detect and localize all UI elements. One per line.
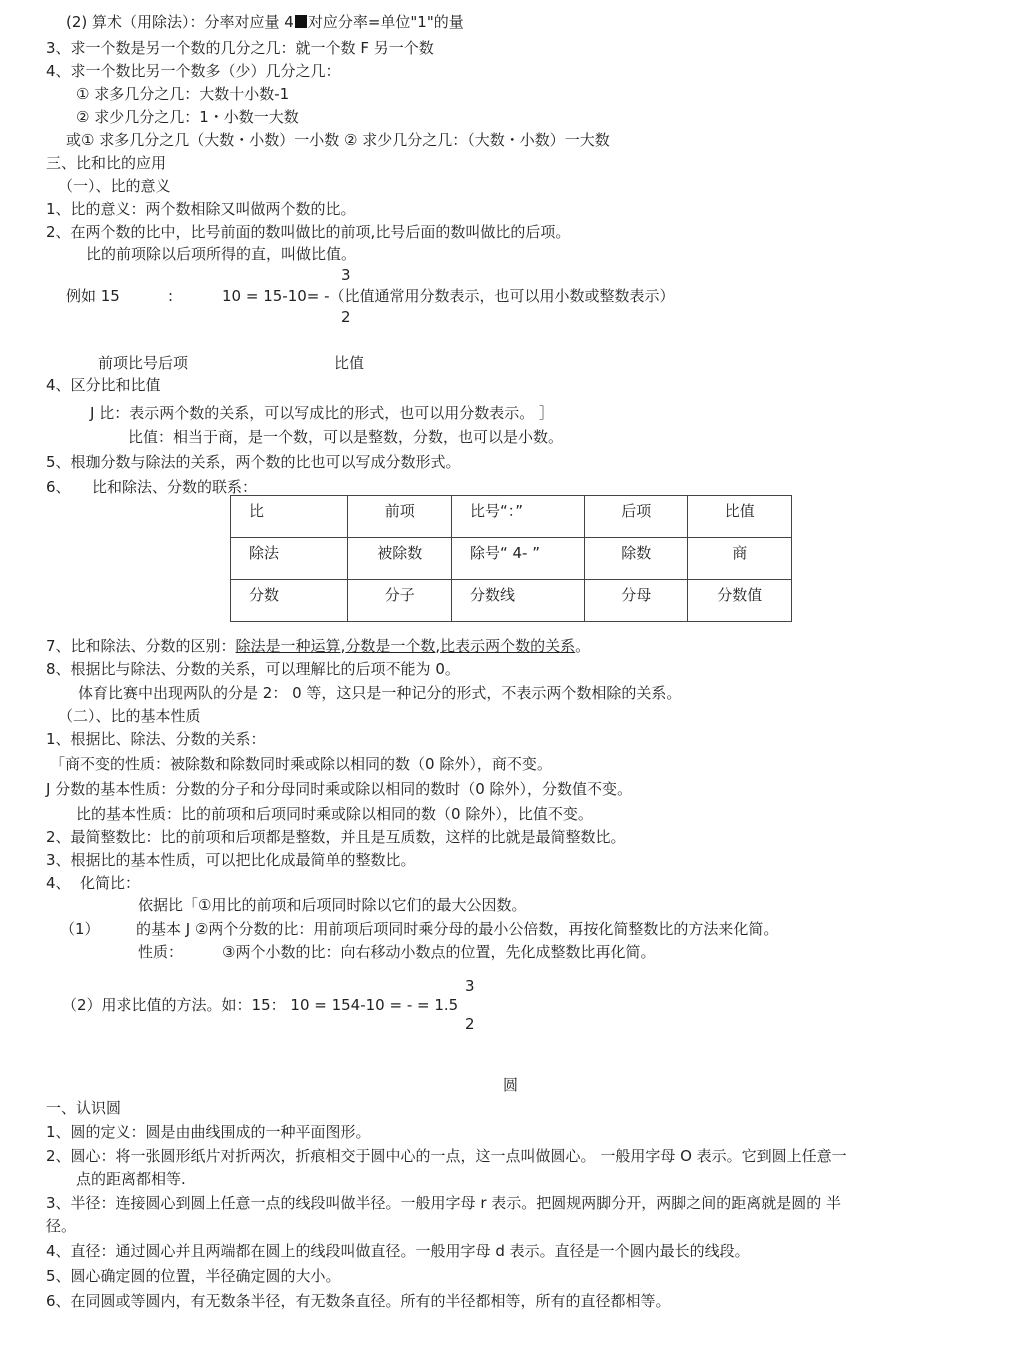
table-cell: 比号“：” (451, 496, 584, 538)
text: 7、比和除法、分数的区别： (46, 637, 236, 655)
section-heading-ratio: 三、比和比的应用 (46, 154, 167, 172)
table-cell: 被除数 (348, 538, 451, 580)
line-distinguish: 4、区分比和比值 (46, 376, 161, 394)
text: 。 (575, 637, 591, 655)
line-simplest-ratio: 2、最简整数比：比的前项和后项都是整数，并且是互质数，这样的比就是最简整数比。 (46, 828, 626, 846)
underlined-text: 除法是一种运算 (235, 637, 341, 655)
table-cell: 比 (231, 496, 348, 538)
underlined-text: 分数是一个数 (345, 637, 436, 655)
line-6-text: 比和除法、分数的联系： (92, 478, 258, 496)
line-4: 4、求一个数比另一个数多（少）几分之几： (46, 62, 341, 80)
line-ratio-def: J 比：表示两个数的关系，可以写成比的形式，也可以用分数表示。 ］ (90, 404, 554, 422)
line-circle-def: 1、圆的定义：圆是由曲线围成的一种平面图形。 (46, 1123, 371, 1141)
line-simplify-1: 依据比「①用比的前项和后项同时除以它们的最大公因数。 (138, 896, 527, 914)
line-radius: 3、半径：连接圆心到圆上任意一点的线段叫做半径。一般用字母 r 表示。把圆规两脚分开，两脚之间的距离就是圆的 半 (46, 1194, 842, 1212)
line-same-circle: 6、在同圆或等圆内，有无数条半径，有无数条直径。所有的半径都相等，所有的直径都相等。 (46, 1292, 671, 1310)
line-quotient-property: 「商不变的性质：被除数和除数同时乘或除以相同的数（0 除外），商不变。 (50, 755, 552, 773)
table-cell: 前项 (348, 496, 451, 538)
line-position-size: 5、圆心确定圆的位置，半径确定圆的大小。 (46, 1267, 341, 1285)
line-basic-4-num: 4、 (46, 874, 71, 892)
line-8: 8、根据比与除法、分数的关系，可以理解比的后项不能为 0。 (46, 660, 460, 678)
table-cell: 分数线 (451, 580, 584, 622)
label-ratio-value: 比值 (334, 354, 365, 372)
table-cell: 分数 (231, 580, 348, 622)
fraction-numerator: 3 (341, 266, 351, 284)
fraction-numerator: 3 (465, 977, 475, 995)
line-simplify-label: （1） (60, 920, 100, 938)
line-4-alt: 或① 求多几分之几（大数・小数）一小数 ② 求少几分之几：（大数・小数）一大数 (66, 131, 610, 149)
line-ratio-meaning: 1、比的意义：两个数相除又叫做两个数的比。 (46, 200, 356, 218)
line-ratio-value: 比的前项除以后项所得的直，叫做比值。 (86, 245, 357, 263)
line-4-1: ① 求多几分之几：大数十小数-1 (76, 85, 290, 103)
redaction-block (295, 15, 307, 28)
line-4-2: ② 求少几分之几：1・小数一大数 (76, 108, 299, 126)
table-cell: 除号“ 4- ” (451, 538, 584, 580)
text: 对应分率=单位"1"的量 (307, 13, 464, 31)
table-cell: 商 (688, 538, 792, 580)
table-row (231, 580, 792, 622)
table-cell: 分数值 (688, 580, 792, 622)
line-sports-score: 体育比赛中出现两队的分是 2： 0 等，这只是一种记分的形式，不表示两个数相除的关系。 (78, 684, 682, 702)
section-title-circle: 圆 (503, 1076, 519, 1094)
text: , (340, 637, 346, 655)
table-cell: 除数 (584, 538, 687, 580)
label-term-sign-term: 前项比号后项 (98, 354, 189, 372)
line-fraction-property: J 分数的基本性质：分数的分子和分母同时乘或除以相同的数时（0 除外），分数值不变。 (46, 780, 633, 798)
section-heading-know-circle: 一、认识圆 (46, 1099, 122, 1117)
line-simplify-2: 的基本 J ②两个分数的比：用前项后项同时乘分母的最小公倍数，再按化简整数比的方法来化简。 (136, 920, 779, 938)
example-colon: : (168, 287, 174, 305)
table-cell: 分母 (584, 580, 687, 622)
fraction-denominator: 2 (341, 308, 351, 326)
line-7 (46, 637, 590, 655)
table-cell: 除法 (231, 538, 348, 580)
line-center: 2、圆心：将一张圆形纸片对折两次，折痕相交于圆中心的一点，这一点叫做圆心。 一般用字母 O 表示。它到圆上任意一 (46, 1147, 847, 1165)
table-row (231, 538, 792, 580)
line-simplify-property: 性质： (138, 943, 184, 961)
line-ratio-terms: 2、在两个数的比中，比号前面的数叫做比的前项,比号后面的数叫做比的后项。 (46, 223, 571, 241)
line-3: 3、求一个数是另一个数的几分之几：就一个数 F 另一个数 (46, 39, 434, 57)
table-cell: 后项 (584, 496, 687, 538)
subsection-heading-1: （一）、比的意义 (58, 177, 171, 195)
table-row (231, 496, 792, 538)
line-basic-1: 1、根据比、除法、分数的关系： (46, 730, 266, 748)
line-simplify-3: ③两个小数的比：向右移动小数点的位置，先化成整数比再化简。 (222, 943, 656, 961)
line-diameter: 4、直径：通过圆心并且两端都在圆上的线段叫做直径。一般用字母 d 表示。直径是一个圆内最长的线段。 (46, 1242, 750, 1260)
line-arithmetic-division (66, 13, 464, 31)
line-6-num: 6、 (46, 478, 71, 496)
line-radius-cont: 径。 (46, 1217, 77, 1235)
example-expression: 10 = 15-10= -（比值通常用分数表示，也可以用小数或整数表示） (222, 287, 675, 305)
line-value-def: 比值：相当于商，是一个数，可以是整数，分数，也可以是小数。 (128, 428, 564, 446)
table-cell: 分子 (348, 580, 451, 622)
subsection-heading-2: （二）、比的基本性质 (58, 707, 201, 725)
line-5: 5、根珈分数与除法的关系，两个数的比也可以写成分数形式。 (46, 453, 461, 471)
fraction-denominator: 2 (465, 1015, 475, 1033)
line-ratio-property: 比的基本性质：比的前项和后项同时乘或除以相同的数（0 除外），比值不变。 (76, 805, 593, 823)
line-center-cont: 点的距离都相等. (76, 1170, 186, 1188)
line-basic-3: 3、根据比的基本性质，可以把比化成最简单的整数比。 (46, 851, 416, 869)
line-value-method: （2）用求比值的方法。如：15： 10 = 154-10 = - = 1.5 (62, 996, 459, 1014)
example-label: 例如 15 (66, 287, 120, 305)
line-basic-4-text: 化简比： (80, 874, 141, 892)
table-cell: 比值 (688, 496, 792, 538)
text: , (435, 637, 441, 655)
relation-table (230, 495, 792, 622)
text: (2) 算术（用除法）：分率对应量 4 (66, 13, 294, 31)
underlined-text: 比表示两个数的关系 (440, 637, 576, 655)
